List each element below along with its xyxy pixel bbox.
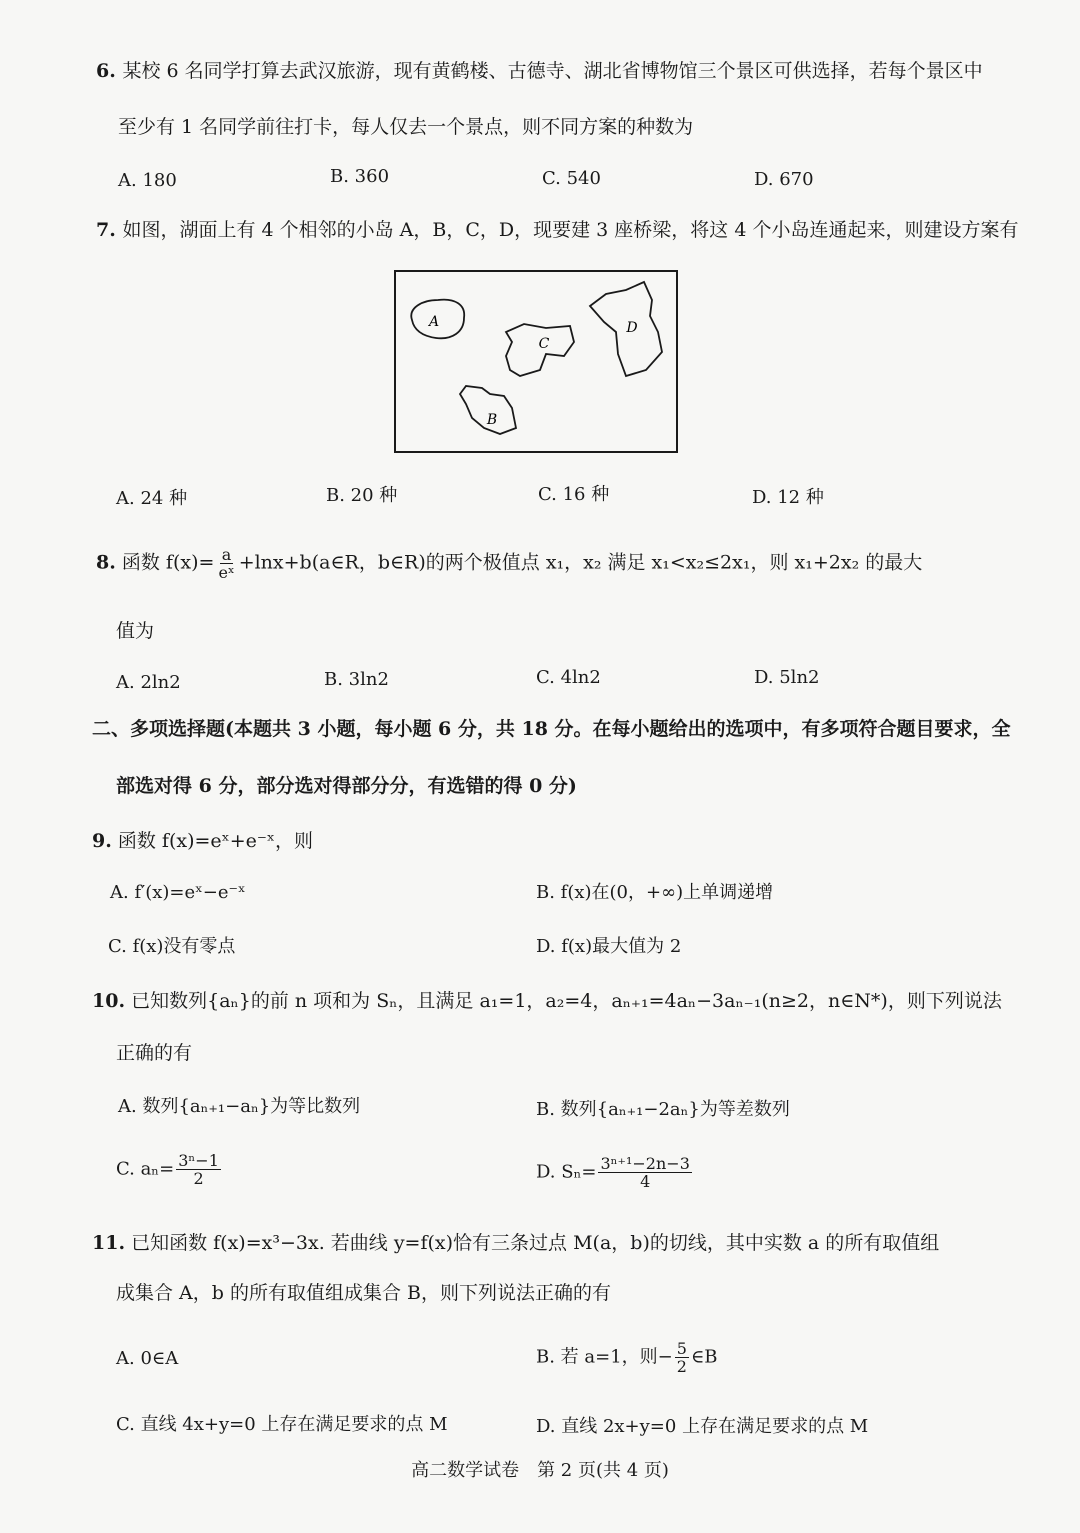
q8-frac-den: eˣ <box>218 563 235 582</box>
q6-number: 6. <box>96 60 116 82</box>
q11-optb-num: 5 <box>676 1339 687 1358</box>
q9-option-b: B. f(x)在(0，+∞)上单调递增 <box>536 882 774 903</box>
q10-optc-num: 3ⁿ−1 <box>178 1151 219 1170</box>
q7-line <box>96 217 1018 243</box>
q11-optb-prefix: B. 若 a=1，则− <box>536 1346 673 1368</box>
q10-line1 <box>92 988 1002 1014</box>
q10-text-line2: 正确的有 <box>116 1042 193 1064</box>
q6-text-line2: 至少有 1 名同学前往打卡，每人仅去一个景点，则不同方案的种数为 <box>118 116 694 138</box>
q8-text-line2: 值为 <box>116 620 155 642</box>
q6-option-b: B. 360 <box>330 166 390 187</box>
q11-line1 <box>92 1230 939 1256</box>
q9-option-c: C. f(x)没有零点 <box>108 936 236 957</box>
q11-option-b <box>536 1340 718 1375</box>
q8-option-b: B. 3ln2 <box>324 669 389 690</box>
q9-text: 函数 f(x)=eˣ+e⁻ˣ，则 <box>117 830 313 852</box>
island-d-label: D <box>626 320 638 336</box>
q11-optb-suffix: ∈B <box>690 1346 718 1368</box>
page-footer: 高二数学试卷 第 2 页(共 4 页) <box>411 1460 669 1481</box>
q11-number: 11. <box>92 1232 126 1254</box>
q8-line1 <box>96 546 922 581</box>
q7-option-d: D. 12 种 <box>752 487 824 508</box>
q6-line1 <box>96 58 983 84</box>
q7-option-c: C. 16 种 <box>538 484 610 505</box>
q8-option-d: D. 5ln2 <box>754 667 820 688</box>
q6-option-d: D. 670 <box>754 169 814 190</box>
q6-option-c: C. 540 <box>542 168 601 189</box>
q10-optd-fraction <box>598 1155 691 1190</box>
q11-text-line2: 成集合 A，b 的所有取值组成集合 B，则下列说法正确的有 <box>116 1282 611 1304</box>
q6-text-line1: 某校 6 名同学打算去武汉旅游，现有黄鹤楼、古德寺、湖北省博物馆三个景区可供选择，若每个景区中 <box>122 60 983 82</box>
q11-text-line1: 已知函数 f(x)=x³−3x. 若曲线 y=f(x)恰有三条过点 M(a，b)的切线，其中实数 a 的所有取值组 <box>131 1232 940 1254</box>
q10-optd-num: 3ⁿ⁺¹−2n−3 <box>600 1154 690 1173</box>
island-a-label: A <box>428 314 440 330</box>
q8-option-c: C. 4ln2 <box>536 667 601 688</box>
q8-prefix: 函数 f(x)= <box>121 551 215 574</box>
q10-optd-den: 4 <box>640 1172 651 1191</box>
q10-text-line1: 已知数列{aₙ}的前 n 项和为 Sₙ，且满足 a₁=1，a₂=4，aₙ₊₁=4aₙ−3aₙ₋₁(n≥2，n∈N*)，则下列说法 <box>131 990 1002 1012</box>
q10-number: 10. <box>92 990 126 1012</box>
q8-rest: +lnx+b(a∈R，b∈R)的两个极值点 x₁，x₂ 满足 x₁<x₂≤2x₁，则 x₁+2x₂ 的最大 <box>238 551 923 574</box>
q11-option-c: C. 直线 4x+y=0 上存在满足要求的点 M <box>116 1414 448 1435</box>
q8-frac-num: a <box>221 545 232 564</box>
q10-option-b: B. 数列{aₙ₊₁−2aₙ}为等差数列 <box>536 1099 790 1120</box>
q8-fraction <box>216 546 236 581</box>
q10-option-a: A. 数列{aₙ₊₁−aₙ}为等比数列 <box>118 1096 361 1117</box>
q10-option-d <box>536 1155 694 1190</box>
q11-optb-fraction <box>675 1340 689 1375</box>
q10-optd-prefix: D. Sₙ= <box>536 1161 597 1183</box>
q11-option-a: A. 0∈A <box>116 1348 179 1369</box>
island-c-label: C <box>538 336 550 352</box>
lake-islands-figure <box>394 270 678 453</box>
section2-line1: 二、多项选择题(本题共 3 小题，每小题 6 分，共 18 分。在每小题给出的选项中，有多项符合题目要求，全 <box>92 718 1011 740</box>
q10-optc-fraction <box>176 1152 221 1187</box>
q6-option-a: A. 180 <box>118 170 177 191</box>
q10-option-c <box>116 1152 223 1187</box>
section2-line2: 部选对得 6 分，部分选对得部分分，有选错的得 0 分) <box>116 775 577 797</box>
q9-option-a: A. f′(x)=eˣ−e⁻ˣ <box>110 882 246 903</box>
lake-border <box>395 271 677 452</box>
q8-number: 8. <box>96 551 116 574</box>
q7-option-a: A. 24 种 <box>116 488 188 509</box>
q7-text: 如图，湖面上有 4 个相邻的小岛 A，B，C，D，现要建 3 座桥梁，将这 4 个小岛连通起来，则建设方案有 <box>122 219 1019 241</box>
q10-optc-den: 2 <box>193 1169 204 1188</box>
q8-option-a: A. 2ln2 <box>116 672 181 693</box>
q11-option-d: D. 直线 2x+y=0 上存在满足要求的点 M <box>536 1416 869 1437</box>
q10-optc-prefix: C. aₙ= <box>116 1158 175 1180</box>
q9-number: 9. <box>92 830 112 852</box>
q7-number: 7. <box>96 219 116 241</box>
q11-optb-den: 2 <box>676 1357 687 1376</box>
q9-option-d: D. f(x)最大值为 2 <box>536 936 682 957</box>
island-b-label: B <box>486 412 498 428</box>
q7-option-b: B. 20 种 <box>326 485 398 506</box>
q9-line <box>92 828 313 854</box>
